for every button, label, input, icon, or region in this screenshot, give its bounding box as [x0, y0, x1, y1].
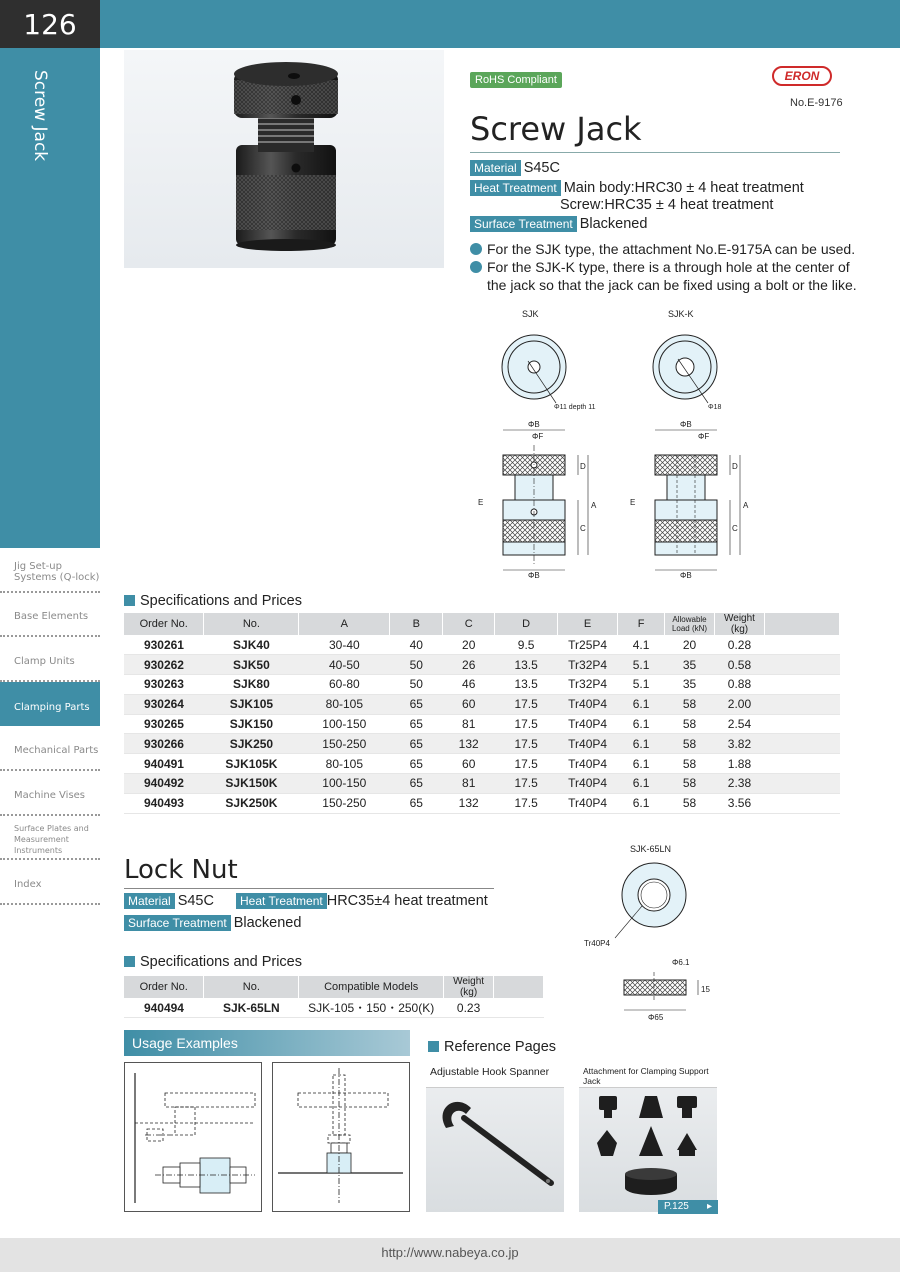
- lock-col-no: No.: [204, 976, 299, 998]
- table-cell: 6.1: [618, 714, 665, 734]
- table-cell: Tr40P4: [558, 714, 618, 734]
- table-cell: 4.1: [618, 635, 665, 655]
- table-cell: 81: [443, 714, 495, 734]
- dim-a-k: A: [743, 501, 749, 510]
- table-cell: Tr40P4: [558, 734, 618, 754]
- table-cell: 6.1: [618, 754, 665, 774]
- table-cell: 65: [390, 734, 443, 754]
- table-cell: 940493: [124, 793, 204, 813]
- table-cell: 65: [390, 714, 443, 734]
- rohs-badge: RoHS Compliant: [470, 72, 562, 88]
- lock-material: Material S45C: [124, 893, 214, 909]
- lock-material-tag: Material: [124, 893, 175, 909]
- lock-col-blank: [494, 976, 544, 998]
- heat-tag: Heat Treatment: [470, 180, 561, 196]
- lock-nut-drawing: [570, 840, 730, 1025]
- dim-e-k: E: [630, 498, 636, 507]
- top-bar: [0, 0, 900, 48]
- reference-card-hook-spanner[interactable]: [426, 1062, 564, 1212]
- table-cell: 930262: [124, 655, 204, 675]
- table-cell: SJK250K: [204, 793, 299, 813]
- table-cell: 17.5: [495, 694, 558, 714]
- table-cell: 100-150: [299, 714, 390, 734]
- lock-col-weight: Weight (kg): [444, 976, 494, 998]
- table-cell: SJK150K: [204, 774, 299, 794]
- table-row: [124, 655, 840, 675]
- dim-phib-top-k: ΦB: [680, 420, 692, 429]
- table-cell: Tr32P4: [558, 655, 618, 675]
- material-value: S45C: [523, 160, 560, 176]
- table-cell: Tr32P4: [558, 675, 618, 695]
- lock-thread-label: Tr40P4: [584, 939, 610, 948]
- arrow-right-icon: ▸: [706, 1201, 712, 1212]
- table-cell: 58: [665, 754, 715, 774]
- usage-example-2: [272, 1062, 410, 1212]
- table-cell: 58: [665, 793, 715, 813]
- table-cell: 0.88: [715, 675, 765, 695]
- col-weight: Weight (kg): [715, 613, 765, 635]
- nav-item-jig-setup[interactable]: Jig Set-up Systems (Q-lock): [0, 548, 100, 593]
- table-cell: SJK40: [204, 635, 299, 655]
- table-cell: 81: [443, 774, 495, 794]
- feature-item: For the SJK type, the attachment No.E-9175A can be used.: [470, 240, 860, 258]
- table-cell: Tr40P4: [558, 793, 618, 813]
- table-cell: 1.88: [715, 754, 765, 774]
- surface-spec: [470, 216, 647, 232]
- dim-a: A: [591, 501, 597, 510]
- surface-tag: Surface Treatment: [470, 216, 577, 232]
- reference-card-attachment[interactable]: [579, 1062, 717, 1212]
- table-cell: 150-250: [299, 734, 390, 754]
- dim-c: C: [580, 524, 586, 533]
- page-title: Screw Jack: [470, 110, 840, 153]
- usage-example-1: [124, 1062, 262, 1212]
- col-b: B: [390, 613, 443, 635]
- table-cell: SJK50: [204, 655, 299, 675]
- table-cell: Tr25P4: [558, 635, 618, 655]
- hole-label-sjkk: Φ18: [708, 404, 722, 411]
- table-cell: 17.5: [495, 754, 558, 774]
- table-row: [124, 734, 840, 754]
- table-cell: SJK150: [204, 714, 299, 734]
- reference-label-2: Attachment for Clamping Support Jack: [579, 1062, 717, 1088]
- section-title: Screw Jack: [30, 70, 50, 162]
- material-spec: [470, 160, 560, 176]
- technical-drawing: [470, 305, 770, 585]
- table-cell: 50: [390, 655, 443, 675]
- table-cell: 17.5: [495, 714, 558, 734]
- lock-heat: Heat Treatment HRC35±4 heat treatment: [236, 893, 488, 909]
- reference-page-link[interactable]: P.125 ▸: [658, 1200, 718, 1214]
- page-number: 126: [0, 0, 100, 48]
- table-cell: 65: [390, 793, 443, 813]
- table-cell: 58: [665, 714, 715, 734]
- lock-table-heading: Specifications and Prices: [124, 954, 302, 970]
- dim-d-k: D: [732, 462, 738, 471]
- table-cell: 60-80: [299, 675, 390, 695]
- footer-url[interactable]: http://www.nabeya.co.jp: [0, 1238, 900, 1272]
- dim-phib-bottom: ΦB: [528, 571, 540, 580]
- table-cell: 40: [390, 635, 443, 655]
- table-cell: 940491: [124, 754, 204, 774]
- table-cell: 17.5: [495, 734, 558, 754]
- table-cell: 930265: [124, 714, 204, 734]
- spec-table-heading: Specifications and Prices: [124, 593, 302, 609]
- table-cell: 65: [390, 774, 443, 794]
- col-d: D: [495, 613, 558, 635]
- lock-col-order: Order No.: [124, 976, 204, 998]
- lock-col-models: Compatible Models: [299, 976, 444, 998]
- table-cell: 132: [443, 734, 495, 754]
- heat-spec-2: Screw:HRC35 ± 4 heat treatment: [560, 197, 774, 213]
- table-cell: 58: [665, 774, 715, 794]
- table-row: [124, 694, 840, 714]
- table-cell: 65: [390, 694, 443, 714]
- sidebar-header: [0, 48, 100, 548]
- col-no: No.: [204, 613, 299, 635]
- table-cell: 3.56: [715, 793, 765, 813]
- table-cell: 26: [443, 655, 495, 675]
- table-cell: Tr40P4: [558, 754, 618, 774]
- col-load: Allowable Load (kN): [665, 613, 715, 635]
- table-cell: SJK80: [204, 675, 299, 695]
- table-cell: 60: [443, 754, 495, 774]
- nav-item-machine-vises[interactable]: Machine Vises: [0, 771, 100, 816]
- drawing-label-sjkk: SJK-K: [668, 309, 694, 319]
- table-cell: 0.28: [715, 635, 765, 655]
- table-row: [124, 714, 840, 734]
- square-icon: [124, 595, 135, 606]
- table-cell: 65: [390, 754, 443, 774]
- table-cell: 17.5: [495, 774, 558, 794]
- table-cell: 132: [443, 793, 495, 813]
- heat-spec: [470, 180, 804, 196]
- table-row: [124, 754, 840, 774]
- table-cell: 0.58: [715, 655, 765, 675]
- table-cell: 40-50: [299, 655, 390, 675]
- table-cell: 6.1: [618, 694, 665, 714]
- lock-phi61-label: Φ6.1: [672, 958, 690, 967]
- col-order-no: Order No.: [124, 613, 204, 635]
- square-icon: [124, 956, 135, 967]
- table-cell: 46: [443, 675, 495, 695]
- table-cell: 80-105: [299, 694, 390, 714]
- col-blank: [764, 613, 839, 635]
- reference-heading: Reference Pages: [428, 1039, 556, 1055]
- lock-drawing-label: SJK-65LN: [630, 844, 672, 854]
- usage-examples-banner: Usage Examples: [124, 1030, 410, 1056]
- table-cell: 9.5: [495, 635, 558, 655]
- table-cell: 80-105: [299, 754, 390, 774]
- table-cell: SJK105K: [204, 754, 299, 774]
- lock-phi65-label: Φ65: [648, 1013, 664, 1022]
- table-cell: 930261: [124, 635, 204, 655]
- nav-item-surface-plates[interactable]: Surface Plates and Measurement Instruments: [0, 816, 100, 861]
- nav-item-mechanical-parts[interactable]: Mechanical Parts: [0, 726, 100, 771]
- surface-value: Blackened: [579, 216, 648, 232]
- sidebar-nav: [0, 548, 100, 905]
- material-tag: Material: [470, 160, 521, 176]
- table-row: 940494 SJK-65LN SJK-105・150・250(K) 0.23: [124, 998, 544, 1018]
- table-cell: 5.1: [618, 655, 665, 675]
- table-cell: Tr40P4: [558, 694, 618, 714]
- table-cell: 30-40: [299, 635, 390, 655]
- lock-nut-table: [124, 976, 544, 1018]
- col-a: A: [299, 613, 390, 635]
- table-cell: 2.54: [715, 714, 765, 734]
- nav-item-base-elements[interactable]: Base Elements: [0, 593, 100, 638]
- table-cell: 20: [665, 635, 715, 655]
- table-cell: 930264: [124, 694, 204, 714]
- table-row: [124, 793, 840, 813]
- square-icon: [428, 1041, 439, 1052]
- table-cell: 58: [665, 734, 715, 754]
- brand-logo: ERON: [772, 66, 832, 86]
- spec-table: [124, 613, 840, 814]
- dim-c-k: C: [732, 524, 738, 533]
- table-cell: SJK250: [204, 734, 299, 754]
- table-cell: 2.00: [715, 694, 765, 714]
- table-cell: Tr40P4: [558, 774, 618, 794]
- model-number: No.E-9176: [790, 97, 843, 109]
- nav-item-clamping-parts[interactable]: Clamping Parts: [0, 682, 100, 727]
- col-f: F: [618, 613, 665, 635]
- table-cell: 6.1: [618, 793, 665, 813]
- attachments-image: [579, 1088, 717, 1208]
- table-row: [124, 635, 840, 655]
- lock-heat-tag: Heat Treatment: [236, 893, 327, 909]
- table-cell: SJK105: [204, 694, 299, 714]
- table-cell: 13.5: [495, 675, 558, 695]
- bullet-icon: [470, 243, 482, 255]
- table-cell: 17.5: [495, 793, 558, 813]
- table-cell: 150-250: [299, 793, 390, 813]
- col-e: E: [558, 613, 618, 635]
- dim-phib-bottom-k: ΦB: [680, 571, 692, 580]
- table-cell: 930266: [124, 734, 204, 754]
- nav-item-index[interactable]: Index: [0, 860, 100, 905]
- table-cell: 100-150: [299, 774, 390, 794]
- lock-surface: Surface Treatment Blackened: [124, 915, 301, 931]
- drawing-label-sjk: SJK: [522, 309, 539, 319]
- dim-phif-k: ΦF: [698, 432, 710, 441]
- bullet-icon: [470, 261, 482, 273]
- hole-label-sjk: Φ11 depth 11: [554, 404, 596, 411]
- table-cell: 20: [443, 635, 495, 655]
- hook-spanner-image: [426, 1088, 564, 1208]
- dim-d: D: [580, 462, 586, 471]
- table-cell: 35: [665, 675, 715, 695]
- table-cell: 58: [665, 694, 715, 714]
- table-row: [124, 774, 840, 794]
- table-cell: 940492: [124, 774, 204, 794]
- table-cell: 60: [443, 694, 495, 714]
- table-cell: 6.1: [618, 734, 665, 754]
- dim-phib-top: ΦB: [528, 420, 540, 429]
- col-c: C: [443, 613, 495, 635]
- table-cell: 2.38: [715, 774, 765, 794]
- reference-label-1: Adjustable Hook Spanner: [426, 1062, 564, 1088]
- dim-e: E: [478, 498, 484, 507]
- feature-item: For the SJK-K type, there is a through hole at the center of the jack so that the jack can be fixed using a bolt or the like.: [470, 258, 860, 294]
- table-cell: 50: [390, 675, 443, 695]
- nav-item-clamp-units[interactable]: Clamp Units: [0, 637, 100, 682]
- table-cell: 5.1: [618, 675, 665, 695]
- heat-value-1: Main body:HRC30 ± 4 heat treatment: [563, 180, 804, 196]
- table-cell: 35: [665, 655, 715, 675]
- lock-thickness-label: 15: [701, 985, 710, 994]
- product-photo: [124, 50, 444, 268]
- table-cell: 3.82: [715, 734, 765, 754]
- lock-surface-tag: Surface Treatment: [124, 915, 231, 931]
- table-row: [124, 675, 840, 695]
- table-cell: 930263: [124, 675, 204, 695]
- feature-list: [470, 240, 860, 294]
- lock-nut-title: Lock Nut: [124, 855, 494, 889]
- table-cell: 13.5: [495, 655, 558, 675]
- dim-phif: ΦF: [532, 432, 544, 441]
- table-cell: 6.1: [618, 774, 665, 794]
